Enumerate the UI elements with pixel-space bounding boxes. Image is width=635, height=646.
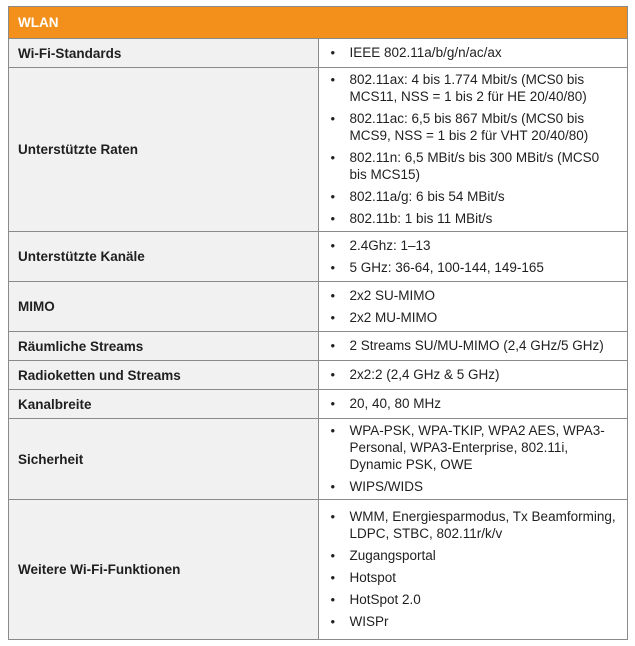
list-item: • 802.11ax: 4 bis 1.774 Mbit/s (MCS0 bis MCS11, NSS = 1 bis 2 für HE 20/40/80) (331, 71, 620, 105)
value-list (331, 337, 620, 354)
value-list (331, 44, 620, 61)
value-list (331, 287, 620, 326)
row-label: MIMO (9, 282, 319, 332)
value-list (331, 395, 620, 412)
list-item: • Hotspot (331, 569, 620, 586)
list-item: • 2.4Ghz: 1–13 (331, 237, 620, 254)
list-item: • 2x2 SU-MIMO (331, 287, 620, 304)
table-row (9, 390, 628, 419)
row-value (318, 361, 628, 390)
list-item: • HotSpot 2.0 (331, 591, 620, 608)
table-row (9, 500, 628, 640)
section-title: WLAN (9, 7, 628, 39)
row-label: Wi-Fi-Standards (9, 39, 319, 68)
row-label: Unterstützte Kanäle (9, 232, 319, 282)
wlan-spec-table (8, 6, 628, 640)
row-value (318, 390, 628, 419)
value-list (331, 366, 620, 383)
row-label: Räumliche Streams (9, 332, 319, 361)
row-label: Sicherheit (9, 419, 319, 500)
list-item: • 802.11a/g: 6 bis 54 MBit/s (331, 188, 620, 205)
value-list (331, 508, 620, 630)
value-list (331, 71, 620, 227)
list-item: • 2 Streams SU/MU-MIMO (2,4 GHz/5 GHz) (331, 337, 620, 354)
table-header-row (9, 7, 628, 39)
table-row (9, 232, 628, 282)
table-row (9, 68, 628, 232)
list-item: • WMM, Energiesparmodus, Tx Beamforming, LDPC, STBC, 802.11r/k/v (331, 508, 620, 542)
row-value (318, 500, 628, 640)
row-label: Weitere Wi-Fi-Funktionen (9, 500, 319, 640)
list-item: • Zugangsportal (331, 547, 620, 564)
row-label: Radioketten und Streams (9, 361, 319, 390)
table-row (9, 419, 628, 500)
row-label: Kanalbreite (9, 390, 319, 419)
table-row (9, 39, 628, 68)
row-value (318, 39, 628, 68)
list-item: • WISPr (331, 613, 620, 630)
table-row (9, 332, 628, 361)
value-list (331, 422, 620, 495)
row-value (318, 68, 628, 232)
list-item: • 20, 40, 80 MHz (331, 395, 620, 412)
table-row (9, 361, 628, 390)
list-item: • 802.11b: 1 bis 11 MBit/s (331, 210, 620, 227)
list-item: • IEEE 802.11a/b/g/n/ac/ax (331, 44, 620, 61)
list-item: • 802.11ac: 6,5 bis 867 Mbit/s (MCS0 bis MCS9, NSS = 1 bis 2 für VHT 20/40/80) (331, 110, 620, 144)
list-item: • 2x2:2 (2,4 GHz & 5 GHz) (331, 366, 620, 383)
row-label: Unterstützte Raten (9, 68, 319, 232)
list-item: • 5 GHz: 36-64, 100-144, 149-165 (331, 259, 620, 276)
value-list (331, 237, 620, 276)
row-value (318, 282, 628, 332)
list-item: • 2x2 MU-MIMO (331, 309, 620, 326)
row-value (318, 232, 628, 282)
list-item: • WIPS/WIDS (331, 478, 620, 495)
row-value (318, 332, 628, 361)
list-item: • 802.11n: 6,5 MBit/s bis 300 MBit/s (MCS0 bis MCS15) (331, 149, 620, 183)
list-item: • WPA-PSK, WPA-TKIP, WPA2 AES, WPA3-Personal, WPA3-Enterprise, 802.11i, Dynamic PSK, OWE (331, 422, 620, 473)
row-value (318, 419, 628, 500)
table-row (9, 282, 628, 332)
